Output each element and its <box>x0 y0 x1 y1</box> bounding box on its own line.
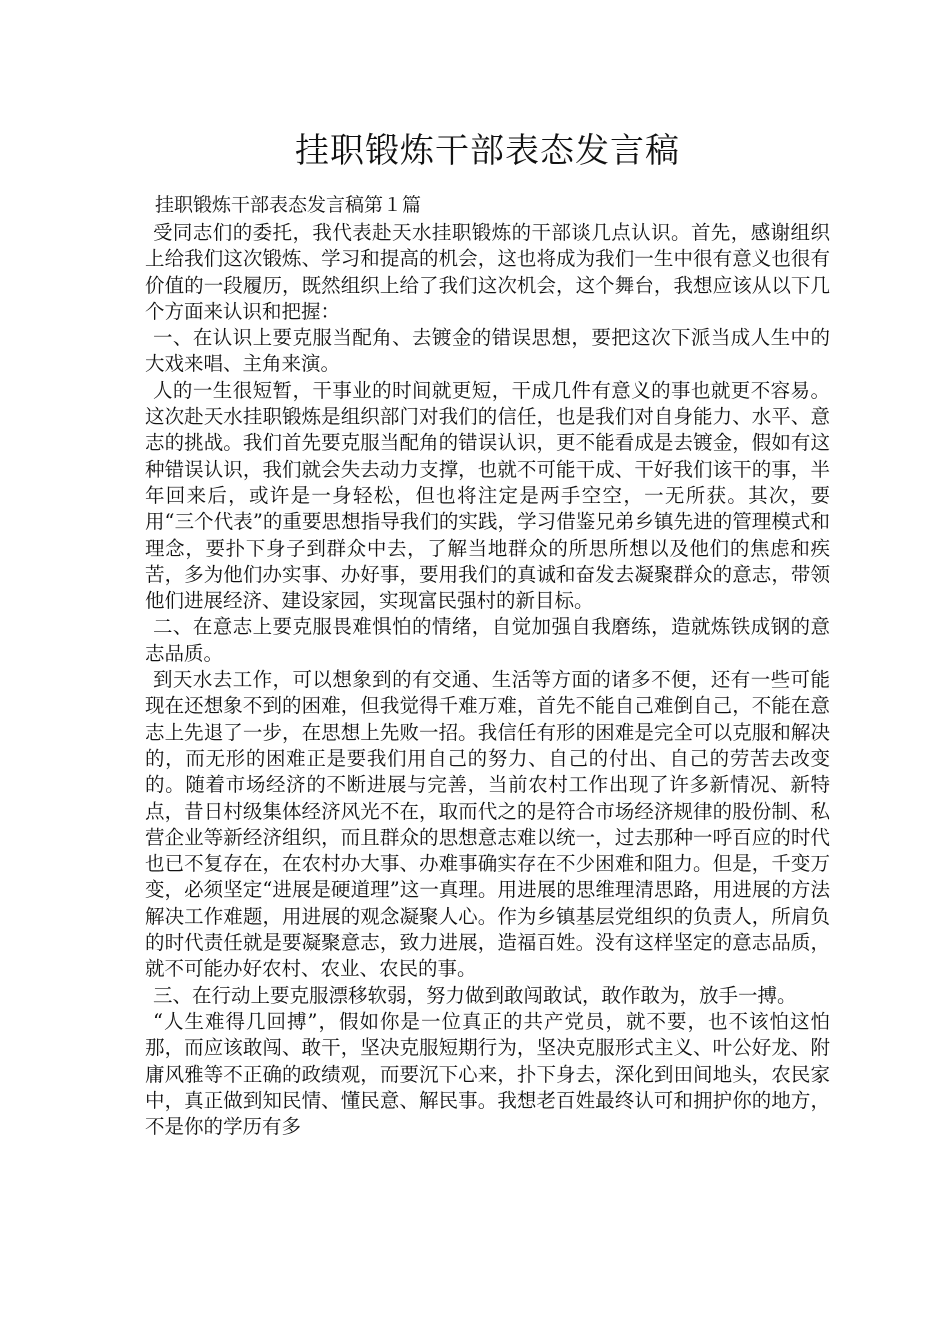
paragraph-heading-1: 一、在认识上要克服当配角、去镀金的错误思想，要把这次下派当成人生中的大戏来唱、主角来演。 <box>145 326 830 376</box>
paragraph-intro: 受同志们的委托，我代表赴天水挂职锻炼的干部谈几点认识。首先，感谢组织上给我们这次锻炼、学习和提高的机会，这也将成为我们一生中很有意义也很有价值的一段履历，既然组织上给了我们这次机会，这个舞台，我想应该从以下几个方面来认识和把握： <box>145 221 830 323</box>
paragraph-section-2: 到天水去工作，可以想象到的有交通、生活等方面的诸多不便，还有一些可能现在还想象不到的困难，但我觉得千难万难，首先不能自己难倒自己，不能在意志上先退了一步，在思想上先败一招。我信任有形的困难是完全可以克服和解决的，而无形的困难正是要我们用自己的努力、自己的付出、自己的劳苦去改变的。随着市场经济的不断进展与完善，当前农村工作出现了许多新情况、新特点，昔日村级集体经济风光不在，取而代之的是符合市场经济规律的股份制、私营企业等新经济组织，而且群众的思想意志难以统一，过去那种一呼百应的时代也已不复存在，在农村办大事、办难事确实存在不少困难和阻力。但是，千变万变，必须坚定“进展是硬道理”这一真理。用进展的思维理清思路，用进展的方法解决工作难题，用进展的观念凝聚人心。作为乡镇基层党组织的负责人，所肩负的时代责任就是要凝聚意志，致力进展，造福百姓。没有这样坚定的意志品质，就不可能办好农村、农业、农民的事。 <box>145 668 830 981</box>
document-page <box>145 0 830 1140</box>
paragraph-heading-3: 三、在行动上要克服漂移软弱，努力做到敢闯敢试，敢作敢为，放手一搏。 <box>153 983 797 1007</box>
document-title: 挂职锻炼干部表态发言稿 <box>295 131 680 171</box>
paragraph-section-1: 人的一生很短暂，干事业的时间就更短，干成几件有意义的事也就更不容易。这次赴天水挂职锻炼是组织部门对我们的信任，也是我们对自身能力、水平、意志的挑战。我们首先要克服当配角的错误认识，更不能看成是去镀金，假如有这种错误认识，我们就会失去动力支撑，也就不可能干成、干好我们该干的事，半年回来后，或许是一身轻松，但也将注定是两手空空，一无所获。其次，要用“三个代表”的重要思想指导我们的实践，学习借鉴兄弟乡镇先进的管理模式和理念，要扑下身子到群众中去，了解当地群众的所思所想以及他们的焦虑和疾苦，多为他们办实事、办好事，要用我们的真诚和奋发去凝聚群众的意志，带领他们进展经济、建设家园，实现富民强村的新目标。 <box>145 378 830 613</box>
paragraph-section-3: “人生难得几回搏”，假如你是一位真正的共产党员，就不要，也不该怕这怕那，而应该敢闯、敢干，坚决克服短期行为，坚决克服形式主义、叶公好龙、附庸风雅等不正确的政绩观，而要沉下心来，扑下身去，深化到田间地头，农民家中，真正做到知民情、懂民意、解民事。我想老百姓最终认可和拥护你的地方，不是你的学历有多 <box>145 1009 830 1139</box>
paragraph-heading-2: 二、在意志上要克服畏难惧怕的情绪，自觉加强自我磨练，造就炼铁成钢的意志品质。 <box>145 615 830 665</box>
document-body <box>145 220 830 1140</box>
document-subtitle: 挂职锻炼干部表态发言稿第１篇 <box>155 194 422 216</box>
